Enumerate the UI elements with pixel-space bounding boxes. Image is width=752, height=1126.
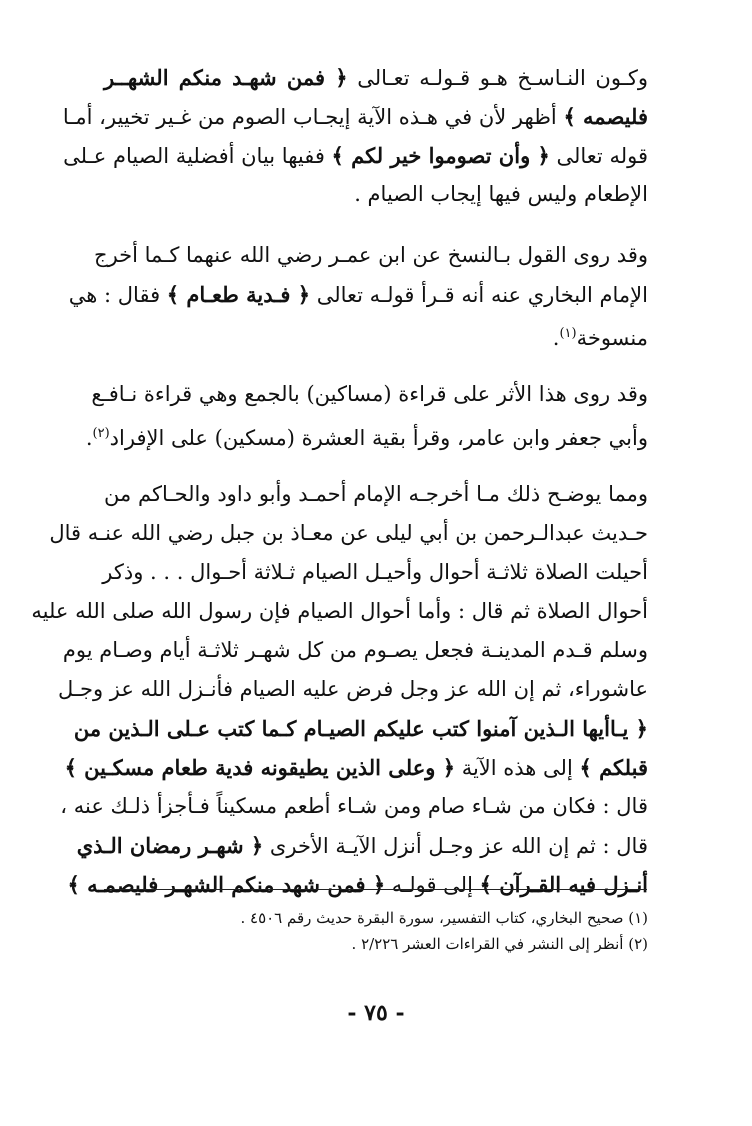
- text-segment: قوله تعالى: [549, 144, 648, 168]
- text-line: [67, 865, 648, 904]
- text-segment: الإطعام وليس فيها إيجاب الصيام .: [354, 182, 648, 206]
- text-line: [31, 592, 648, 631]
- footnote-ref: (١): [559, 326, 577, 341]
- quran-quote: ﴿ فـدية طعـام ﴾: [166, 282, 311, 307]
- text-segment: وقد روى القول بـالنسخ عن ابن عمـر رضي الله عنهما كـما أخرج: [94, 243, 648, 267]
- quran-quote: ﴿ وأن تصوموا خير لكم ﴾: [331, 143, 550, 168]
- text-segment: إلى هذه الآية: [455, 756, 580, 780]
- text-line: [85, 414, 648, 453]
- text-line: [104, 314, 648, 353]
- text-line: [64, 748, 648, 787]
- footnote-2: (٢) أنظر إلى النشر في القراءات العشر ٢/٢٢٦ .: [351, 935, 648, 953]
- text-segment: وسلم قـدم المدينـة فجعل يصـوم من كل شهـر ثلاثـة أيام وصـام يوم: [62, 638, 648, 662]
- text-segment: أحوال الصلاة ثم قال : وأما أحوال الصيام فإن رسول الله صلى الله عليه: [31, 599, 648, 623]
- text-segment: منسوخة: [576, 326, 648, 350]
- text-line: [94, 236, 648, 275]
- text-segment: فقال : هي: [68, 283, 167, 307]
- text-line: [62, 97, 648, 136]
- quran-quote: ﴿ يـاأيها الـذين آمنوا كتب عليكم الصيـام كـما كتب عـلى الـذين من: [73, 716, 648, 741]
- quran-quote: ﴿ وعلى الذين يطيقونه فدية طعام مسكـين ﴾: [64, 755, 456, 780]
- text-line: [57, 670, 648, 709]
- text-segment: أحيلت الصلاة ثلاثـة أحوال وأحيـل الصيام ثـلاثة أحـوال . . . وذكر: [102, 560, 648, 584]
- text-line: [104, 58, 648, 97]
- body-text: [31, 58, 648, 904]
- text-line: [62, 631, 648, 670]
- paragraph: [62, 58, 648, 214]
- text-segment: .: [552, 326, 560, 350]
- text-line: [104, 553, 648, 592]
- quran-quote: فليصمه ﴾: [563, 104, 648, 129]
- footnotes: [104, 905, 648, 957]
- text-line: [91, 375, 648, 414]
- text-line: [104, 475, 648, 514]
- text-segment: ومما يوضـح ذلك مـا أخرجـه الإمام أحمـد وأبو داود والحـاكم من: [104, 482, 648, 506]
- text-line: [73, 709, 648, 748]
- text-line: [68, 275, 648, 314]
- text-segment: أظهر لأن في هـذه الآية إيجـاب الصوم من غـير تخيير، أمـا: [62, 105, 564, 129]
- text-segment: إلى قولـه: [385, 873, 480, 897]
- quran-quote: ﴿ فمن شهـد منكم الشهــر: [104, 65, 348, 90]
- text-segment: حـديث عبدالـرحمن بن أبي ليلى عن معـاذ بن جبل رضي الله عنـه قال: [49, 521, 648, 545]
- page-number: - ٧٥ -: [347, 1000, 405, 1026]
- paragraph: [31, 475, 648, 904]
- footnote-divider: [104, 889, 647, 890]
- text-segment: .: [85, 426, 93, 450]
- text-line: [49, 514, 648, 553]
- quran-quote: قبلكم ﴾: [579, 755, 648, 780]
- quran-quote: أنـزل فيه القـرآن ﴾: [479, 872, 648, 897]
- text-segment: قال : فكان من شـاء صام ومن شـاء أطعم مسكيناً فـأجزأ ذلـك عنه ،: [60, 794, 648, 818]
- text-segment: عاشوراء، ثم إن الله عز وجل فرض عليه الصيام فأنـزل الله عز وجـل: [57, 677, 648, 701]
- text-segment: ففيها بيان أفضلية الصيام عـلى: [63, 144, 332, 168]
- text-segment: وكـون النـاسـخ هـو قـولـه تعـالى: [347, 66, 648, 90]
- footnote-ref: (٢): [92, 426, 110, 441]
- paragraph: [68, 236, 648, 353]
- text-line: [60, 787, 648, 826]
- text-line: [63, 136, 648, 175]
- text-segment: الإمام البخاري عنه أنه قـرأ قولـه تعالى: [310, 283, 648, 307]
- text-line: [104, 175, 648, 214]
- text-segment: قال : ثم إن الله عز وجـل أنزل الآيـة الأخرى: [263, 834, 648, 858]
- text-line: [76, 826, 648, 865]
- footnote-1: (١) صحيح البخاري، كتاب التفسير، سورة البقرة حديث رقم ٤٥٠٦ .: [240, 909, 648, 927]
- text-segment: وأبي جعفر وابن عامر، وقرأ بقية العشرة (مسكين) على الإفراد: [109, 426, 648, 450]
- quran-quote: ﴿ فمن شهد منكم الشهـر فليصمـه ﴾: [67, 872, 386, 897]
- paragraph: [85, 375, 648, 453]
- text-segment: وقد روى هذا الأثر على قراءة (مساكين) بالجمع وهي قراءة نـافـع: [91, 382, 648, 406]
- quran-quote: ﴿ شهـر رمضان الـذي: [76, 833, 264, 858]
